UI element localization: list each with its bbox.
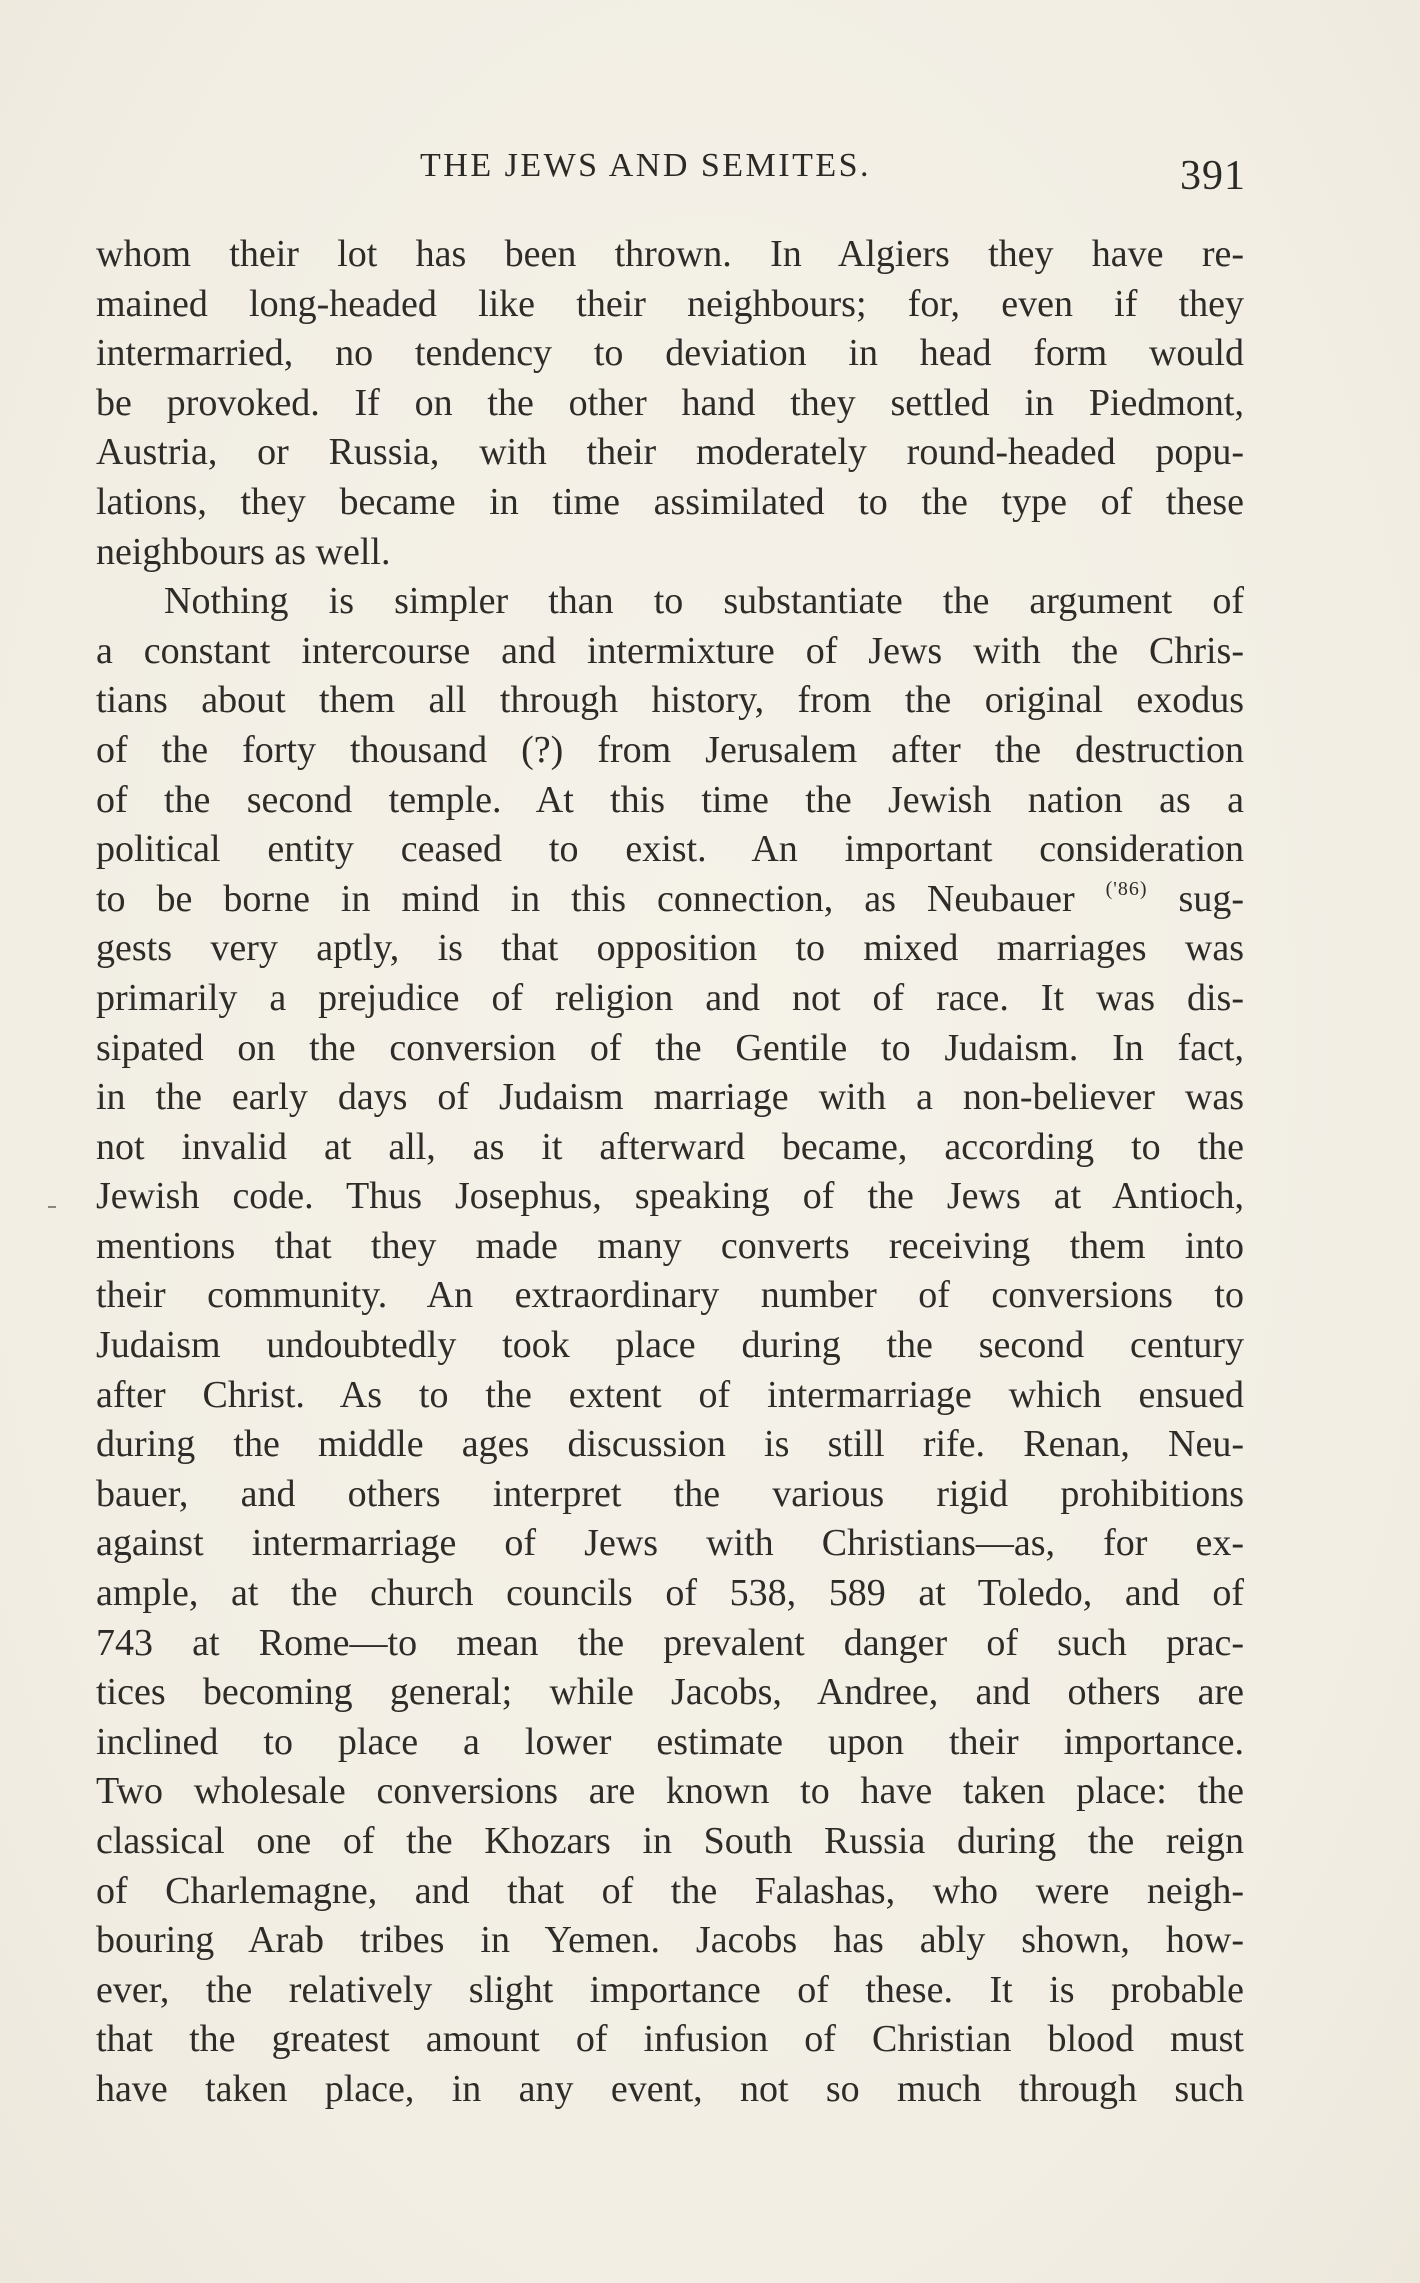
text-line: of the forty thousand (?) from Jerusalem after the destruction	[96, 728, 1244, 771]
text-line-with-footnote	[96, 875, 1244, 925]
text-line: classical one of the Khozars in South Russia during the reign	[96, 1820, 1244, 1862]
text-line: mained long-headed like their neighbours; for, even if they	[96, 282, 1244, 325]
text-line: Judaism undoubtedly took place during the second century	[96, 1324, 1244, 1367]
footnote-reference: ('86)	[1105, 877, 1148, 900]
text-line: bouring Arab tribes in Yemen. Jacobs has ably shown, how-	[96, 1919, 1244, 1962]
text-line: of the second temple. At this time the Jewish nation as a	[96, 778, 1244, 821]
text-line: ample, at the church councils of 538, 589 at Toledo, and of	[96, 1572, 1244, 1615]
text-line: tians about them all through history, from the original exodus	[96, 679, 1244, 722]
text-line: in the early days of Judaism marriage with a non-believer was	[96, 1076, 1244, 1119]
text-line: gests very aptly, is that opposition to mixed marriages was	[96, 927, 1244, 970]
page-number: 391	[1180, 153, 1246, 199]
text-line: Austria, or Russia, with their moderately round-headed popu-	[96, 431, 1244, 474]
text-line: after Christ. As to the extent of intermarriage which ensued	[96, 1373, 1244, 1416]
text-line: primarily a prejudice of religion and not of race. It was dis-	[96, 976, 1244, 1019]
text-line: tices becoming general; while Jacobs, Andree, and others are	[96, 1671, 1244, 1714]
margin-mark	[48, 1206, 56, 1208]
body-text	[96, 230, 1244, 2115]
text-line: have taken place, in any event, not so much through such	[96, 2067, 1244, 2110]
page-header	[96, 142, 1244, 202]
text-fragment: sug-	[1178, 877, 1244, 920]
text-line: sipated on the conversion of the Gentile to Judaism. In fact,	[96, 1026, 1244, 1069]
text-line: their community. An extraordinary number of conversions to	[96, 1274, 1244, 1317]
text-line: be provoked. If on the other hand they settled in Piedmont,	[96, 381, 1244, 424]
text-line: Two wholesale conversions are known to have taken place: the	[96, 1770, 1244, 1813]
text-line: during the middle ages discussion is still rife. Renan, Neu-	[96, 1423, 1244, 1466]
text-line: against intermarriage of Jews with Christians—as, for ex-	[96, 1522, 1244, 1565]
text-line: of Charlemagne, and that of the Falashas, who were neigh-	[96, 1869, 1244, 1912]
text-line: neighbours as well.	[96, 530, 391, 573]
text-line: 743 at Rome—to mean the prevalent danger of such prac-	[96, 1621, 1244, 1664]
text-line: intermarried, no tendency to deviation in head form would	[96, 332, 1244, 375]
text-fragment: to be borne in mind in this connection, as Neubauer	[96, 877, 1075, 920]
text-line: whom their lot has been thrown. In Algiers they have re-	[96, 233, 1244, 275]
text-line: political entity ceased to exist. An important consideration	[96, 828, 1244, 871]
text-line: that the greatest amount of infusion of Christian blood must	[96, 2018, 1244, 2061]
text-line: a constant intercourse and intermixture of Jews with the Chris-	[96, 629, 1244, 672]
text-line: Nothing is simpler than to substantiate the argument of	[164, 580, 1244, 623]
text-line: inclined to place a lower estimate upon their importance.	[96, 1720, 1244, 1763]
text-line: bauer, and others interpret the various rigid prohibitions	[96, 1472, 1244, 1515]
text-line: mentions that they made many converts receiving them into	[96, 1224, 1244, 1267]
text-line: not invalid at all, as it afterward became, according to the	[96, 1125, 1244, 1168]
text-line: lations, they became in time assimilated to the type of these	[96, 480, 1244, 523]
text-line: Jewish code. Thus Josephus, speaking of the Jews at Antioch,	[96, 1175, 1244, 1218]
running-head: THE JEWS AND SEMITES.	[420, 147, 872, 184]
text-line: ever, the relatively slight importance of these. It is probable	[96, 1968, 1244, 2011]
